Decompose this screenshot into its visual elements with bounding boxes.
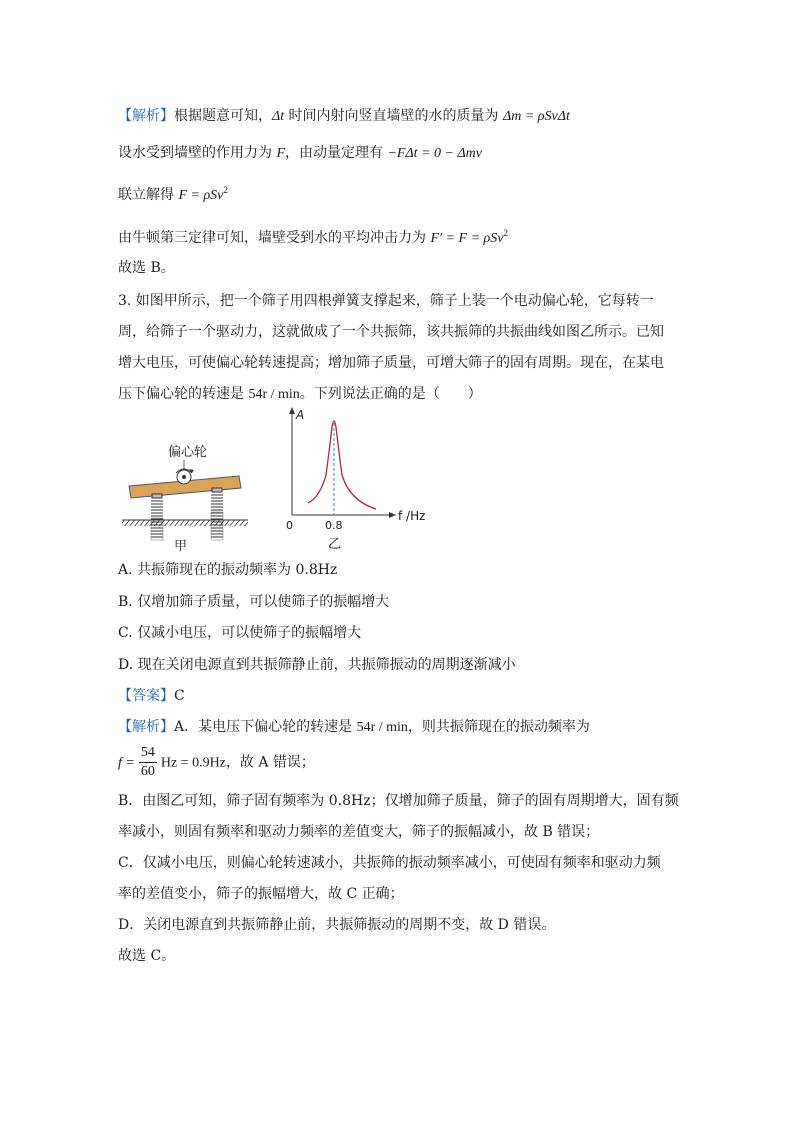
- x-axis-arrow-icon: [389, 512, 396, 518]
- analysis-tag: 【解析】: [118, 719, 174, 735]
- answer-tag: 【答案】: [118, 688, 174, 704]
- solution-conclusion: 故选 B。: [118, 260, 175, 276]
- superscript: 2: [223, 185, 228, 195]
- wheel-axle: [182, 475, 186, 479]
- answer-value: C: [174, 688, 185, 704]
- wheel-label: 偏心轮: [168, 445, 208, 460]
- text: 联立解得: [118, 187, 179, 203]
- option-a: A. 共振筛现在的振动频率为 0.8Hz: [118, 562, 338, 578]
- rotation-rate: 54r / min: [248, 387, 300, 402]
- rotation-rate: 54r / min: [356, 720, 408, 735]
- y-axis-label: A: [296, 408, 305, 422]
- peak-tick-label: 0.8: [325, 519, 343, 532]
- solution-3-line-b2: 率减小，则固有频率和驱动力频率的差值变大，筛子的振幅减小，故 B 错误；: [118, 824, 600, 840]
- frequency-formula: [118, 744, 315, 782]
- figure-jia-caption: 甲: [174, 539, 188, 554]
- y-axis-arrow-icon: [289, 407, 295, 414]
- math-result: Hz = 0.9Hz: [160, 755, 226, 771]
- figure-yi-caption: 乙: [328, 537, 342, 552]
- ground-hatch: [122, 520, 248, 526]
- solution-line-4: [118, 223, 508, 249]
- solution-3-line-c2: 率的差值变小，筛子的振幅增大，故 C 正确；: [118, 886, 404, 902]
- solution-3-line-c1: C．仅减小电压，则偏心轮转速减小，共振筛的振动频率减小，可使固有频率和驱动力频: [118, 855, 661, 871]
- solution-3-conclusion: 故选 C。: [118, 948, 176, 964]
- text: 设水受到墙壁的作用力为: [118, 145, 277, 161]
- fraction: [139, 744, 157, 781]
- spring-left: [151, 494, 163, 540]
- math-F: F: [276, 146, 286, 161]
- answer-line: [118, 686, 185, 706]
- text: ，则共振筛现在的振动频率为: [407, 719, 590, 735]
- text: 由牛顿第三定律可知，墙壁受到水的平均冲击力为: [118, 230, 431, 246]
- question-3-line-3: 增大电压，可使偏心轮转速提高；增加筛子质量，可增大筛子的固有周期。现在，在某电: [118, 355, 664, 371]
- question-3-line-1: 3. 如图甲所示，把一个筛子用四根弹簧支撑起来，筛子上装一个电动偏心轮，它每转一: [118, 293, 654, 309]
- option-d: D. 现在关闭电源直到共振筛静止前，共振筛振动的周期逐渐减小: [118, 657, 516, 673]
- solution-3-line-d: D．关闭电源直到共振筛静止前，共振筛振动的周期不变，故 D 错误。: [118, 917, 556, 933]
- figure-yi-resonance-curve: [280, 405, 440, 557]
- math-f: f =: [118, 755, 135, 771]
- math-force-eq: F = ρSv: [178, 188, 224, 203]
- question-3-line-2: 周，给筛子一个驱动力，这就做成了一个共振筛，该共振筛的共振曲线如图乙所示。已知: [118, 324, 664, 340]
- origin-label: 0: [286, 519, 293, 532]
- resonance-curve: [308, 421, 376, 509]
- text: ，由动量定理有: [285, 145, 388, 161]
- math-momentum-eq: −FΔt = 0 − Δmv: [387, 146, 483, 161]
- text: A．某电压下偏心轮的转速是: [174, 719, 357, 735]
- solution-line-3: [118, 180, 228, 206]
- spring-right: [211, 488, 223, 540]
- figure-jia-sieve: [118, 432, 258, 557]
- option-c: C. 仅减小电压，可以使筛子的振幅增大: [118, 625, 362, 641]
- superscript: 2: [503, 228, 508, 238]
- text: 压下偏心轮的转速是: [118, 386, 249, 402]
- fraction-denominator: 60: [140, 764, 155, 779]
- option-b: B. 仅增加筛子质量，可以使筛子的振幅增大: [118, 594, 390, 610]
- x-axis-label: f /Hz: [398, 509, 426, 523]
- text: 时间内射向竖直墙壁的水的质量为: [284, 108, 504, 124]
- fraction-numerator: 54: [139, 744, 157, 763]
- question-3-line-4: [118, 384, 482, 405]
- text: 。下列说法正确的是（ ）: [299, 386, 482, 402]
- math-mass-eq: Δm = ρSvΔt: [503, 109, 570, 124]
- math-dt: Δt: [272, 109, 285, 124]
- text: ，故 A 错误；: [225, 754, 315, 771]
- analysis-tag: 【解析】: [118, 108, 174, 124]
- math-impact-eq: F′ = F = ρSv: [430, 231, 504, 246]
- solution-3-line-a: [118, 717, 590, 738]
- solution-line-1: [118, 106, 570, 127]
- solution-3-line-b1: B．由图乙可知，筛子固有频率为 0.8Hz；仅增加筛子质量，筛子的固有周期增大，固有频: [118, 793, 679, 809]
- text: 根据题意可知，: [174, 108, 272, 124]
- solution-line-2: [118, 143, 482, 164]
